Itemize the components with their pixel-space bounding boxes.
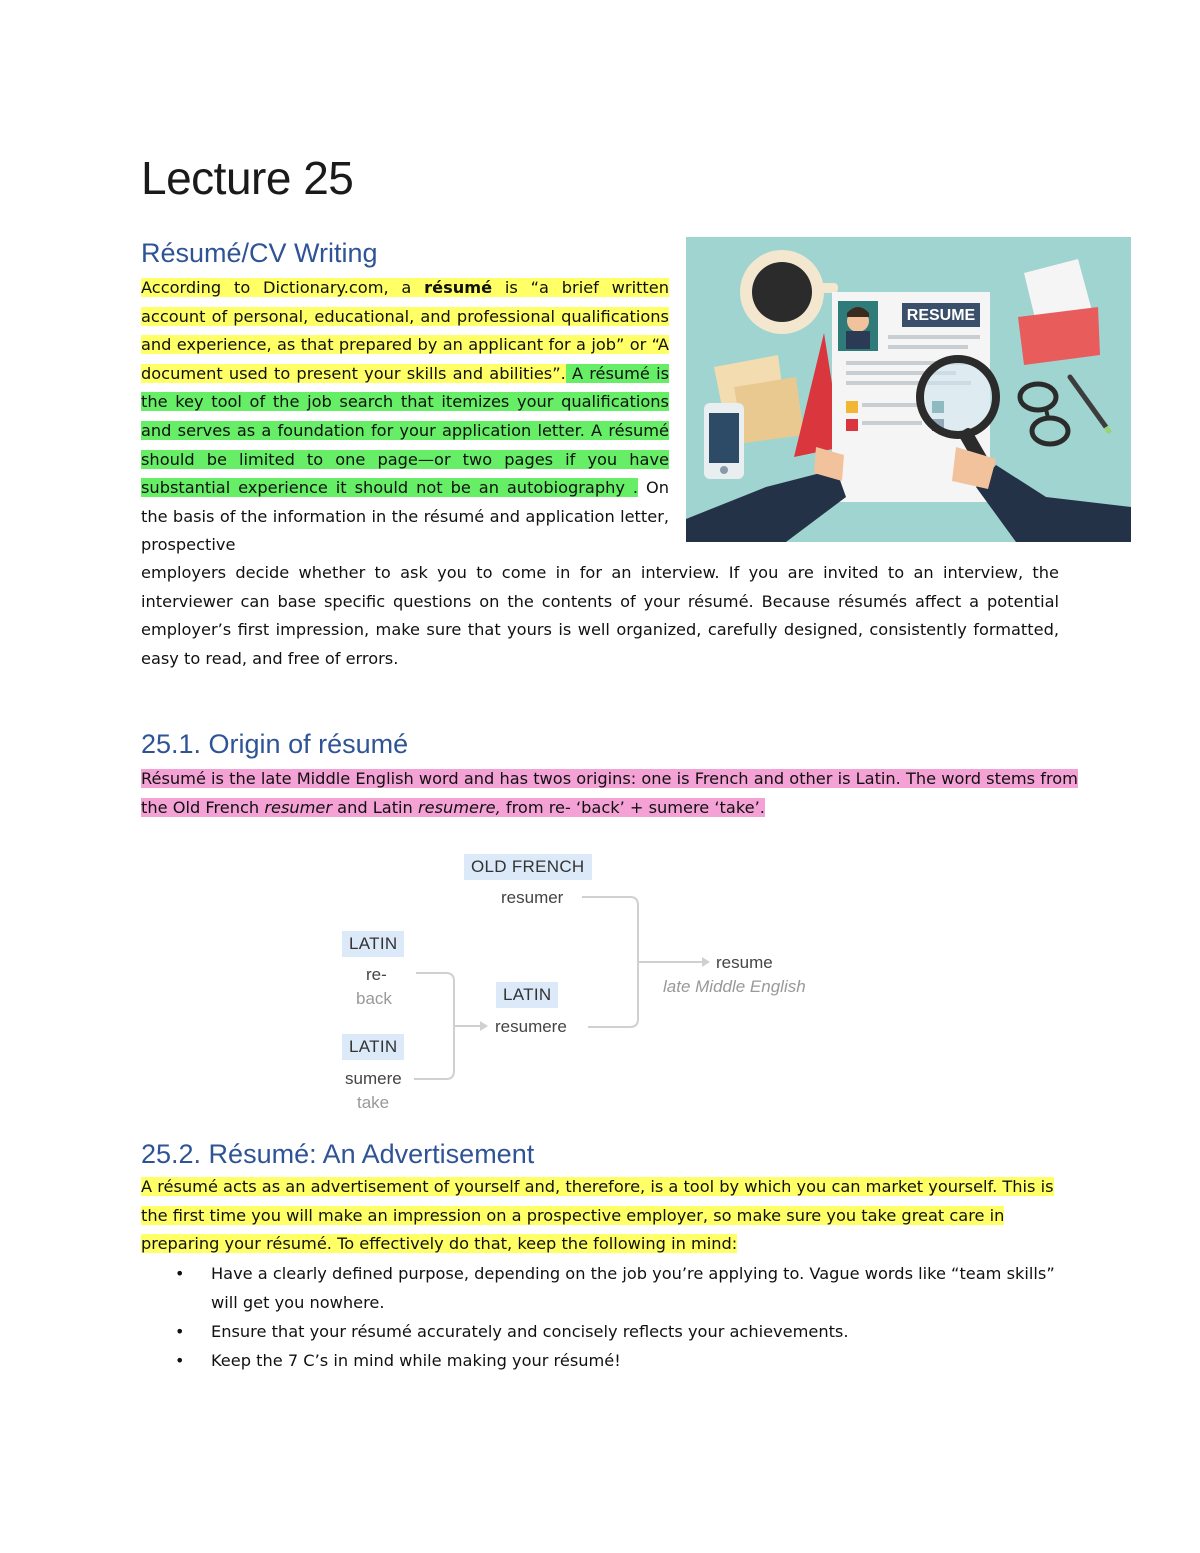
gloss-late-middle-english: late Middle English bbox=[663, 977, 806, 996]
origin-paragraph bbox=[141, 765, 1102, 822]
list-item bbox=[175, 1259, 1075, 1317]
resume-illustration bbox=[686, 237, 1131, 542]
word-re: re- bbox=[366, 965, 387, 984]
text-run: and Latin bbox=[332, 797, 418, 817]
gloss-back: back bbox=[356, 989, 392, 1008]
highlight-yellow-advertisement: A résumé acts as an advertisement of yourself and, therefore, is a tool by which you can market yourself. This is the first time you will make an impression on a prospective employer, so make sure you take great care in preparing your résumé. To effectively do that, keep the following in mind: bbox=[141, 1177, 1054, 1254]
section-heading-origin: 25.1. Origin of résumé bbox=[141, 729, 409, 759]
list-item-text: Have a clearly defined purpose, depending on the job you’re applying to. Vague words like “team skills” will get you nowhere. bbox=[211, 1264, 1055, 1312]
bold-term-resume: résumé bbox=[424, 278, 493, 297]
intro-paragraph bbox=[141, 274, 669, 560]
tag-latin-sumere: LATIN bbox=[342, 1034, 404, 1060]
text-run: is “a brief written account of personal, educational, and professional qualifications and experience, as that prepared by an applicant for a job” or “A document used to present your skills and abilities”. bbox=[141, 278, 669, 383]
word-resumere: resumere bbox=[495, 1017, 567, 1036]
highlight-pink-origin bbox=[141, 769, 1078, 817]
advertisement-paragraph bbox=[141, 1173, 1059, 1259]
tag-old-french: OLD FRENCH bbox=[464, 854, 592, 880]
word-sumere: sumere bbox=[345, 1069, 402, 1088]
word-resume: resume bbox=[716, 953, 773, 972]
list-item bbox=[175, 1317, 1075, 1346]
text-run: According to Dictionary.com, a bbox=[141, 278, 425, 297]
italic-term-resumere: resumere, bbox=[417, 797, 501, 817]
page-title: Lecture 25 bbox=[141, 152, 354, 204]
bullet-icon: • bbox=[175, 1264, 185, 1283]
highlight-green-key-tool: A résumé is the key tool of the job search that itemizes your qualifications and serves as a foundation for your application letter. A résumé should be limited to one page—or two pages if you have substantial experience it should not be an autobiography . bbox=[141, 363, 669, 498]
section-heading-advertisement: 25.2. Résumé: An Advertisement bbox=[141, 1139, 535, 1169]
gloss-take: take bbox=[357, 1093, 390, 1112]
list-item-text: Ensure that your résumé accurately and concisely reflects your achievements. bbox=[211, 1322, 849, 1341]
italic-term-resumer: resumer bbox=[264, 797, 333, 817]
text-run: On the basis of the information in the résumé and application letter, prospective bbox=[141, 478, 669, 555]
bullet-icon: • bbox=[175, 1351, 185, 1370]
text-run: from re- ‘back’ + sumere ‘take’. bbox=[500, 797, 765, 817]
intro-paragraph-continued: employers decide whether to ask you to come in for an interview. If you are invited to an interview, the interviewer can base specific questions on the contents of your résumé. Because résumés affect a potential employer’s first impression, make sure that yours is well organized, carefully designed, consistently formatted, easy to read, and free of errors. bbox=[141, 563, 1059, 668]
etymology-diagram bbox=[330, 845, 870, 1125]
list-item bbox=[175, 1346, 1075, 1375]
tag-latin-resumere: LATIN bbox=[496, 982, 558, 1008]
tips-list bbox=[175, 1259, 1075, 1375]
bullet-icon: • bbox=[175, 1322, 185, 1341]
tag-latin-re: LATIN bbox=[342, 931, 404, 957]
text-run: Résumé is the late Middle English word and has twos origins: one is French and other is Latin. The word stems from the Old French bbox=[141, 769, 1078, 817]
resume-header-label: RESUME bbox=[906, 307, 976, 324]
word-resumer: resumer bbox=[501, 888, 564, 907]
section-heading-resume-cv-writing: Résumé/CV Writing bbox=[141, 238, 378, 268]
list-item-text: Keep the 7 C’s in mind while making your résumé! bbox=[211, 1351, 621, 1370]
